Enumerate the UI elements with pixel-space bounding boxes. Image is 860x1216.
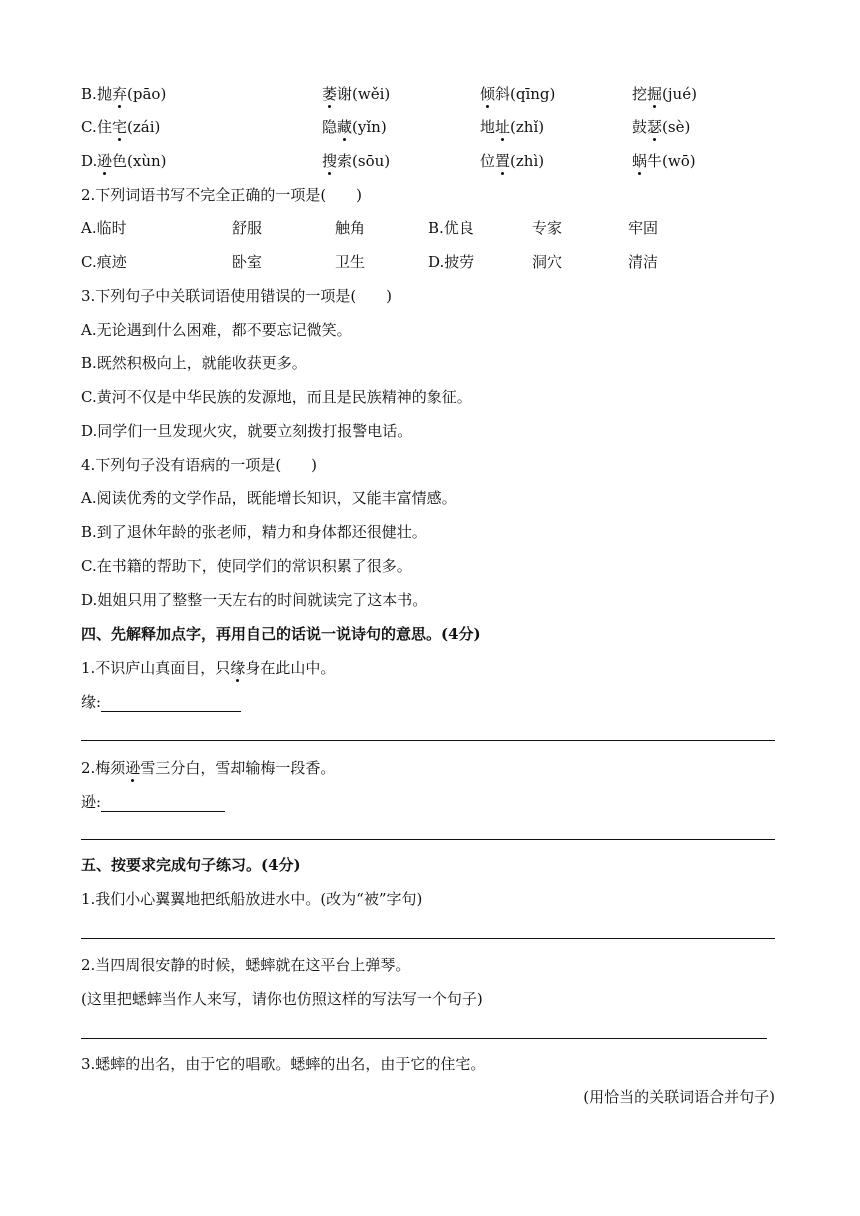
q1-item: 逊色(xùn) [97, 152, 167, 170]
q2-option: 专家 [532, 219, 563, 237]
q3-option-b: B.既然积极向上，就能收获更多。 [81, 354, 307, 372]
q4-option-b: B.到了退休年龄的张老师，精力和身体都还很健壮。 [81, 523, 427, 541]
q1-row-label: B. [81, 85, 97, 103]
s5-question-3-note: (用恰当的关联词语合并句子) [583, 1088, 775, 1106]
answer-line[interactable] [81, 1038, 767, 1039]
q1-item: 鼓瑟(sè) [632, 118, 691, 136]
q1-item: 萎谢(wěi) [322, 85, 391, 103]
q3-option-a: A.无论遇到什么困难，都不要忘记微笑。 [81, 321, 352, 339]
answer-blank[interactable] [101, 695, 241, 712]
q1-row-label: D. [81, 152, 98, 170]
s5-question-2: 2.当四周很安静的时候，蟋蟀就在这平台上弹琴。 [81, 956, 411, 974]
answer-label: 缘: [81, 693, 102, 711]
q4-stem: 4.下列句子没有语病的一项是( ) [81, 456, 318, 474]
q1-item: 挖掘(jué) [632, 85, 697, 103]
q1-item: 隐藏(yǐn) [322, 118, 387, 136]
q1-item: 倾斜(qīng) [480, 85, 556, 103]
section-5-heading: 五、按要求完成句子练习。(4分) [81, 856, 301, 874]
q1-item: 住宅(zái) [97, 118, 161, 136]
q1-row-label: C. [81, 118, 97, 136]
s5-question-2-note: (这里把蟋蟀当作人来写，请你也仿照这样的写法写一个句子) [81, 990, 483, 1008]
q2-option: B.优良 [428, 219, 474, 237]
q2-option: 牢固 [628, 219, 659, 237]
q2-option: 舒服 [232, 219, 263, 237]
answer-line[interactable] [81, 938, 775, 939]
section-4-heading: 四、先解释加点字，再用自己的话说一说诗句的意思。(4分) [81, 625, 481, 643]
poem-line-2: 2.梅须逊雪三分白，雪却输梅一段香。 [81, 759, 336, 777]
s5-question-1: 1.我们小心翼翼地把纸船放进水中。(改为“被”字句) [81, 890, 423, 908]
q4-option-a: A.阅读优秀的文学作品，既能增长知识，又能丰富情感。 [81, 489, 457, 507]
poem-line-1: 1.不识庐山真面目，只缘身在此山中。 [81, 659, 336, 677]
q2-stem: 2.下列词语书写不完全正确的一项是( ) [81, 186, 363, 204]
answer-line[interactable] [81, 839, 775, 840]
answer-label: 逊: [81, 793, 102, 811]
q2-option: 触角 [335, 219, 366, 237]
q2-option: D.披劳 [428, 253, 475, 271]
q4-option-c: C.在书籍的帮助下，使同学们的常识积累了很多。 [81, 557, 412, 575]
answer-row-xun [81, 792, 225, 812]
q1-item: 地址(zhǐ) [480, 118, 545, 136]
q1-item: 抛弃(pāo) [97, 85, 167, 103]
q1-item: 搜索(sōu) [322, 152, 391, 170]
answer-row-yuan [81, 692, 241, 712]
q3-stem: 3.下列句子中关联词语使用错误的一项是( ) [81, 287, 393, 305]
q3-option-c: C.黄河不仅是中华民族的发源地，而且是民族精神的象征。 [81, 388, 472, 406]
q3-option-d: D.同学们一旦发现火灾，就要立刻拨打报警电话。 [81, 422, 413, 440]
q2-option: 清洁 [628, 253, 659, 271]
q2-option: 洞穴 [532, 253, 563, 271]
q1-item: 蜗牛(wō) [632, 152, 696, 170]
q2-option: 卧室 [232, 253, 263, 271]
s5-question-3: 3.蟋蟀的出名，由于它的唱歌。蟋蟀的出名，由于它的住宅。 [81, 1055, 486, 1073]
answer-line[interactable] [81, 740, 775, 741]
q2-option: A.临时 [81, 219, 127, 237]
q1-item: 位置(zhì) [480, 152, 545, 170]
q2-option: 卫生 [335, 253, 366, 271]
q2-option: C.痕迹 [81, 253, 127, 271]
q4-option-d: D.姐姐只用了整整一天左右的时间就读完了这本书。 [81, 591, 428, 609]
answer-blank[interactable] [101, 795, 225, 812]
